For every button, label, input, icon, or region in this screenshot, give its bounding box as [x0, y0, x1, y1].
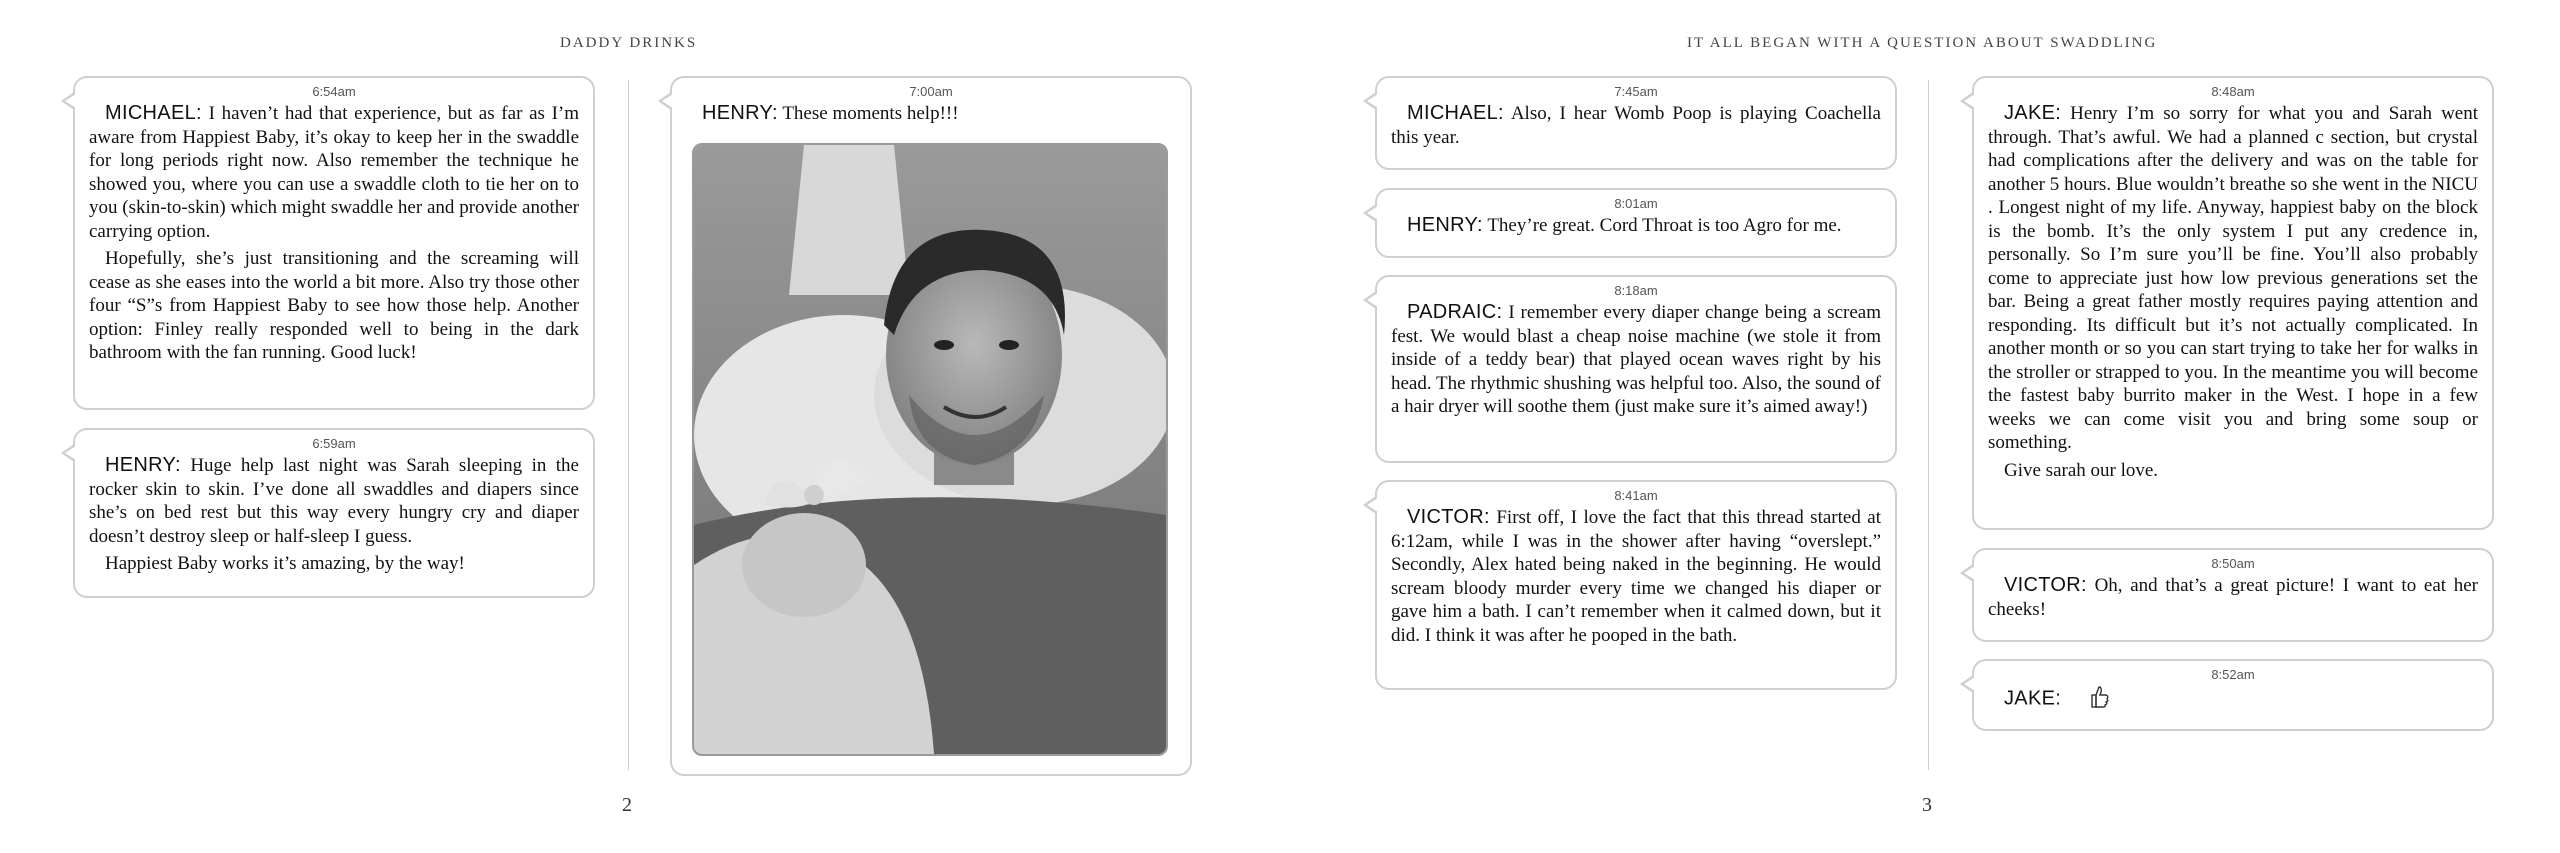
message-time: 8:01am	[1614, 196, 1658, 211]
message-bubble-michael-745	[1375, 76, 1897, 170]
message-time: 7:45am	[1614, 84, 1658, 99]
message-text: Happiest Baby works it’s amazing, by the way!	[105, 553, 465, 574]
message-text	[1988, 102, 2478, 455]
message-bubble-henry-801	[1375, 188, 1897, 258]
right-page-number: 3	[1922, 794, 1932, 816]
left-page-header: DADDY DRINKS	[560, 35, 698, 51]
message-time: 6:54am	[312, 84, 356, 99]
message-body: Henry I’m so sorry for what you and Sarah went through. That’s awful. We had a planned c section, but crystal had complications after the delivery and was on the table for another 5 hours. Blue wouldn’t breathe so she went in the NICU . Longest night of my life. Anyway, happiest baby on the block is the bomb. It’s the only system I put any credence in, personally. So I’m sure you’ll be fine. You’ll also probably come to appreciate just how low previous generations set the bar. Being a great father mostly requires paying attention and responding. Its difficult but it’s not actually complicated. In another month or so you can start trying to take her for walks in the stroller or strapped to you. In the meantime you will become the fastest baby burrito maker in the West. I hope in a few weeks we can come visit you and bring some soup or something.	[1988, 103, 2479, 453]
sender-name: MICHAEL:	[1407, 102, 1504, 124]
message-text	[89, 454, 579, 548]
message-text: Hopefully, she’s just transitioning and the screaming will cease as she eases into the world a bit more. Also try those other four “S”s from Happiest Baby to see how those help. Another option: Finley really responded well to being in the dark bathroom with the fan running. Good luck!	[89, 248, 579, 363]
message-text	[1988, 685, 2478, 716]
thumbs-up-icon	[2074, 685, 2110, 716]
message-time: 8:52am	[2211, 667, 2255, 682]
message-time: 6:59am	[312, 436, 356, 451]
message-text	[686, 102, 1176, 126]
right-page-header: IT ALL BEGAN WITH A QUESTION ABOUT SWADDLING	[1687, 35, 2158, 51]
attached-photo	[692, 143, 1168, 756]
message-bubble-jake-848	[1972, 76, 2494, 530]
sender-name: MICHAEL:	[105, 102, 202, 124]
message-body: They’re great. Cord Throat is too Agro for me.	[1487, 215, 1842, 236]
message-time: 7:00am	[909, 84, 953, 99]
message-time: 8:48am	[2211, 84, 2255, 99]
message-bubble-henry-659	[73, 428, 595, 598]
message-bubble-victor-841	[1375, 480, 1897, 690]
sender-name: HENRY:	[1407, 214, 1483, 236]
message-time: 8:50am	[2211, 556, 2255, 571]
message-body: Oh, and that’s a great picture! I want to eat her cheeks!	[1988, 575, 2479, 620]
message-text	[1391, 102, 1881, 149]
message-body: Huge help last night was Sarah sleeping in the rocker skin to skin. I’ve done all swaddles and diapers since she’s on bed rest but this way every hungry cry and diaper doesn’t destroy sleep or half-sleep I guess.	[89, 455, 579, 547]
message-text: Give sarah our love.	[2004, 459, 2159, 481]
message-text	[1391, 301, 1881, 419]
sender-name: HENRY:	[702, 102, 778, 124]
message-time: 8:41am	[1614, 488, 1658, 503]
left-page-number: 2	[622, 794, 632, 816]
sender-name: JAKE:	[2004, 687, 2062, 710]
message-body: I remember every diaper change being a scream fest. We would blast a cheap noise machine (we stole it from inside of a teddy bear) that played ocean waves right by his head. The rhythmic shushing was helpful too. Also, the sound of a hair dryer will soothe them (just make sure it’s aimed away!)	[1391, 302, 1881, 417]
sender-name: VICTOR:	[1407, 506, 1490, 528]
message-text	[1988, 574, 2478, 621]
sender-name: HENRY:	[105, 454, 181, 476]
message-text	[1391, 214, 1881, 238]
sender-name: PADRAIC:	[1407, 301, 1503, 323]
right-page-divider	[1928, 80, 1929, 770]
left-page-divider	[628, 80, 629, 770]
sender-name: JAKE:	[2004, 102, 2062, 124]
message-time: 8:18am	[1614, 283, 1658, 298]
message-body: First off, I love the fact that this thread started at 6:12am, while I was in the shower after having “overslept.” Secondly, Alex hated being naked in the beginning. He would scream bloody murder every time we changed his diaper or gave him a bath. I can’t remember when it calmed down, but it did. I think it was after he pooped in the bath.	[1391, 507, 1882, 646]
message-bubble-michael-654	[73, 76, 595, 410]
sender-name: VICTOR:	[2004, 574, 2087, 596]
message-body: These moments help!!!	[782, 103, 959, 124]
message-bubble-jake-852	[1972, 659, 2494, 731]
message-bubble-victor-850	[1972, 548, 2494, 642]
photo-illustration	[694, 145, 1166, 754]
message-text	[89, 102, 579, 243]
message-text	[1391, 506, 1881, 647]
message-body: I haven’t had that experience, but as far as I’m aware from Happiest Baby, it’s okay to keep her in the swaddle for long periods right now. Also remember the technique he showed you, where you can use a swaddle cloth to tie her on to you (skin-to-skin) which might swaddle her and provide another carrying option.	[89, 103, 580, 242]
message-bubble-padraic-818	[1375, 275, 1897, 463]
message-body: Also, I hear Womb Poop is playing Coachella this year.	[1391, 103, 1881, 148]
